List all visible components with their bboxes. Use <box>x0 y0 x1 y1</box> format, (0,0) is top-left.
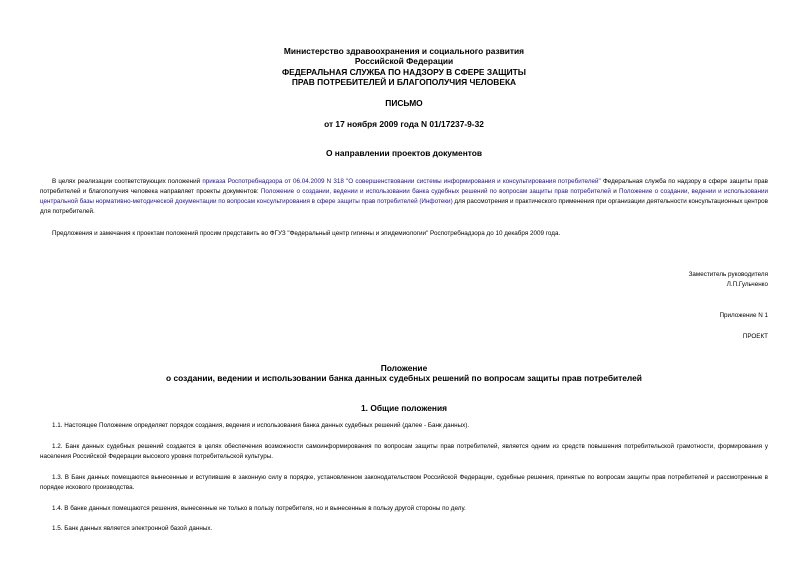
order-318-link[interactable]: приказа Роспотребнадзора от 06.04.2009 N 318 "О совершенствовании системы информирования и консультирования потребителей" <box>202 178 601 185</box>
ministry-line-2: Российской Федерации <box>354 56 454 66</box>
document-subject: О направлении проектов документов <box>325 148 483 158</box>
document-type: ПИСЬМО <box>385 98 423 108</box>
clause-1-3: 1.3. В Банк данных помещаются вынесенные и вступившие в законную силу в порядке, установленном законодательством Российской Федерации, судебные решения, принятые по вопросам защиты прав потребителей и рассмотренные в порядке искового производства. <box>40 474 768 491</box>
signer-name: Л.П.Гульченко <box>726 281 768 288</box>
letter-paragraph-2: Предложения и замечания к проектам положений просим представить во ФГУЗ "Федеральный центр гигиены и эпидемиологии" Роспотребнадзора до 10 декабря 2009 года. <box>52 230 561 237</box>
paragraph-text: и <box>610 188 620 195</box>
service-line-2: ПРАВ ПОТРЕБИТЕЛЕЙ И БЛАГОПОЛУЧИЯ ЧЕЛОВЕКА <box>291 77 517 87</box>
clause-1-4: 1.4. В банке данных помещаются решения, вынесенные не только в пользу потребителя, но и вынесенные в пользу другой стороны по делу. <box>52 505 466 512</box>
infoteka-regulation-link[interactable]: Положение о создании, ведении и использовании центральной базы нормативно-методической документации по вопросам консультирования в сфере защиты прав потребителей (Инфотеки) <box>40 188 768 205</box>
court-decisions-regulation-link[interactable]: Положение о создании, ведении и использовании банка судебных решений по вопросам защиты прав потребителей <box>260 188 611 195</box>
appendix-label: Приложение N 1 <box>719 312 768 319</box>
clause-1-5: 1.5. Банк данных является электронной базой данных. <box>52 525 213 532</box>
paragraph-text: Федеральная служба по надзору в сфере защиты прав потребителей и благополучия человека направляет проекты документов: <box>40 178 768 195</box>
regulation-subtitle: о создании, ведении и использовании банка данных судебных решений по вопросам защиты прав потребителей <box>166 373 642 383</box>
document-date-number: от 17 ноября 2009 года N 01/17237-9-32 <box>324 119 484 129</box>
service-line-1: ФЕДЕРАЛЬНАЯ СЛУЖБА ПО НАДЗОРУ В СФЕРЕ ЗАЩИТЫ <box>281 67 526 77</box>
ministry-line-1: Министерство здравоохранения и социального развития <box>283 46 525 56</box>
section-title: 1. Общие положения <box>361 403 447 413</box>
signer-title: Заместитель руководителя <box>688 271 768 278</box>
clause-1-1: 1.1. Настоящее Положение определяет порядок создания, ведения и использования банка данных судебных решений (далее - Банк данных). <box>52 422 470 429</box>
clause-1-2: 1.2. Банк данных судебных решений создается в целях обеспечения возможности самоинформирования по вопросам защиты прав потребителей, является одним из средств повышения потребительской грамотности, формирования у населения Российской Федерации высокого уровня потребительской культуры. <box>40 443 768 460</box>
letter-paragraph-1 <box>40 177 768 217</box>
draft-status: ПРОЕКТ <box>742 333 768 340</box>
paragraph-text: В целях реализации соответствующих положений <box>52 178 203 185</box>
paragraph-text: для рассмотрения и практического применения при организации деятельности консультационных центров для потребителей. <box>40 198 768 215</box>
regulation-title: Положение <box>380 363 428 373</box>
